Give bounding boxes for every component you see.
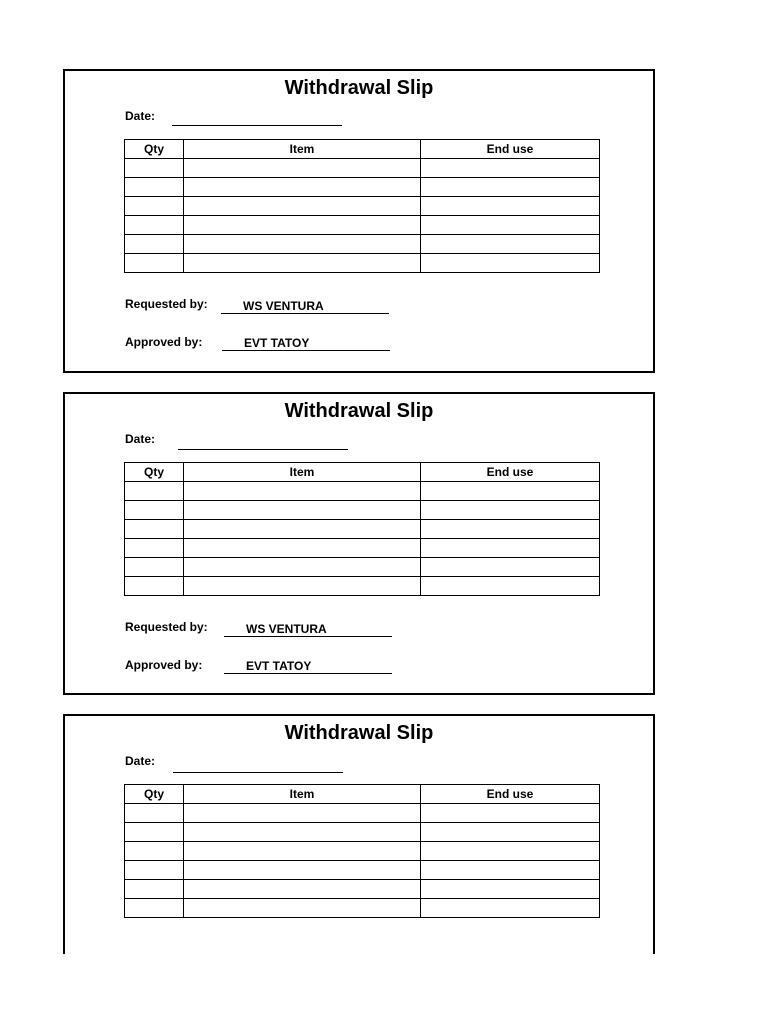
table-row — [125, 899, 600, 918]
table-row — [125, 235, 600, 254]
end-use-cell — [421, 501, 600, 520]
qty-cell — [125, 197, 184, 216]
table-row — [125, 804, 600, 823]
end-use-cell — [421, 804, 600, 823]
table-row — [125, 482, 600, 501]
item-cell — [184, 159, 421, 178]
table-row — [125, 880, 600, 899]
slip-title: Withdrawal Slip — [284, 400, 434, 422]
end-use-cell — [421, 558, 600, 577]
table-row — [125, 501, 600, 520]
end-use-cell — [421, 235, 600, 254]
requested-by-label: Requested by: — [125, 297, 208, 311]
end-use-cell — [421, 899, 600, 918]
item-cell — [184, 577, 421, 596]
item-cell — [184, 501, 421, 520]
table-row — [125, 539, 600, 558]
column-header-end-use: End use — [421, 785, 600, 804]
column-header-end-use: End use — [421, 140, 600, 159]
qty-cell — [125, 178, 184, 197]
item-cell — [184, 178, 421, 197]
end-use-cell — [421, 197, 600, 216]
column-header-qty: Qty — [125, 140, 184, 159]
date-label: Date: — [125, 754, 156, 768]
slip-title: Withdrawal Slip — [284, 77, 434, 99]
table-header-row — [125, 785, 600, 804]
requested-by-value: WS VENTURA — [221, 299, 389, 314]
approved-by-label: Approved by: — [125, 335, 203, 349]
date-field-line — [173, 772, 343, 773]
withdrawal-slip-2 — [63, 392, 655, 695]
column-header-item: Item — [184, 140, 421, 159]
item-cell — [184, 804, 421, 823]
end-use-cell — [421, 842, 600, 861]
qty-cell — [125, 861, 184, 880]
qty-cell — [125, 159, 184, 178]
qty-cell — [125, 235, 184, 254]
item-cell — [184, 520, 421, 539]
item-cell — [184, 216, 421, 235]
date-field-line — [172, 125, 342, 126]
end-use-cell — [421, 482, 600, 501]
end-use-cell — [421, 520, 600, 539]
qty-cell — [125, 501, 184, 520]
table-row — [125, 520, 600, 539]
qty-cell — [125, 558, 184, 577]
qty-cell — [125, 482, 184, 501]
item-cell — [184, 899, 421, 918]
items-table — [124, 139, 600, 273]
withdrawal-slip-1 — [63, 69, 655, 373]
qty-cell — [125, 823, 184, 842]
slip-title: Withdrawal Slip — [284, 722, 434, 744]
item-cell — [184, 254, 421, 273]
withdrawal-slip-3 — [63, 714, 655, 954]
requested-by-value: WS VENTURA — [224, 622, 392, 637]
approved-by-value: EVT TATOY — [222, 336, 390, 351]
table-row — [125, 159, 600, 178]
item-cell — [184, 482, 421, 501]
end-use-cell — [421, 823, 600, 842]
table-header-row — [125, 140, 600, 159]
column-header-end-use: End use — [421, 463, 600, 482]
end-use-cell — [421, 178, 600, 197]
table-row — [125, 823, 600, 842]
date-field-line — [178, 449, 348, 450]
end-use-cell — [421, 861, 600, 880]
table-header-row — [125, 463, 600, 482]
qty-cell — [125, 520, 184, 539]
end-use-cell — [421, 577, 600, 596]
item-cell — [184, 235, 421, 254]
table-row — [125, 842, 600, 861]
item-cell — [184, 197, 421, 216]
qty-cell — [125, 842, 184, 861]
table-row — [125, 254, 600, 273]
item-cell — [184, 539, 421, 558]
item-cell — [184, 842, 421, 861]
table-row — [125, 178, 600, 197]
table-row — [125, 197, 600, 216]
item-cell — [184, 880, 421, 899]
table-row — [125, 216, 600, 235]
end-use-cell — [421, 216, 600, 235]
item-cell — [184, 823, 421, 842]
qty-cell — [125, 577, 184, 596]
qty-cell — [125, 880, 184, 899]
table-row — [125, 558, 600, 577]
item-cell — [184, 861, 421, 880]
column-header-item: Item — [184, 463, 421, 482]
items-table — [124, 462, 600, 596]
qty-cell — [125, 216, 184, 235]
table-row — [125, 577, 600, 596]
approved-by-label: Approved by: — [125, 658, 203, 672]
column-header-qty: Qty — [125, 463, 184, 482]
qty-cell — [125, 899, 184, 918]
end-use-cell — [421, 159, 600, 178]
qty-cell — [125, 254, 184, 273]
items-table — [124, 784, 600, 918]
column-header-item: Item — [184, 785, 421, 804]
approved-by-value: EVT TATOY — [224, 659, 392, 674]
item-cell — [184, 558, 421, 577]
end-use-cell — [421, 254, 600, 273]
date-label: Date: — [125, 109, 156, 123]
table-row — [125, 861, 600, 880]
qty-cell — [125, 804, 184, 823]
qty-cell — [125, 539, 184, 558]
requested-by-label: Requested by: — [125, 620, 208, 634]
date-label: Date: — [125, 432, 156, 446]
column-header-qty: Qty — [125, 785, 184, 804]
end-use-cell — [421, 880, 600, 899]
end-use-cell — [421, 539, 600, 558]
